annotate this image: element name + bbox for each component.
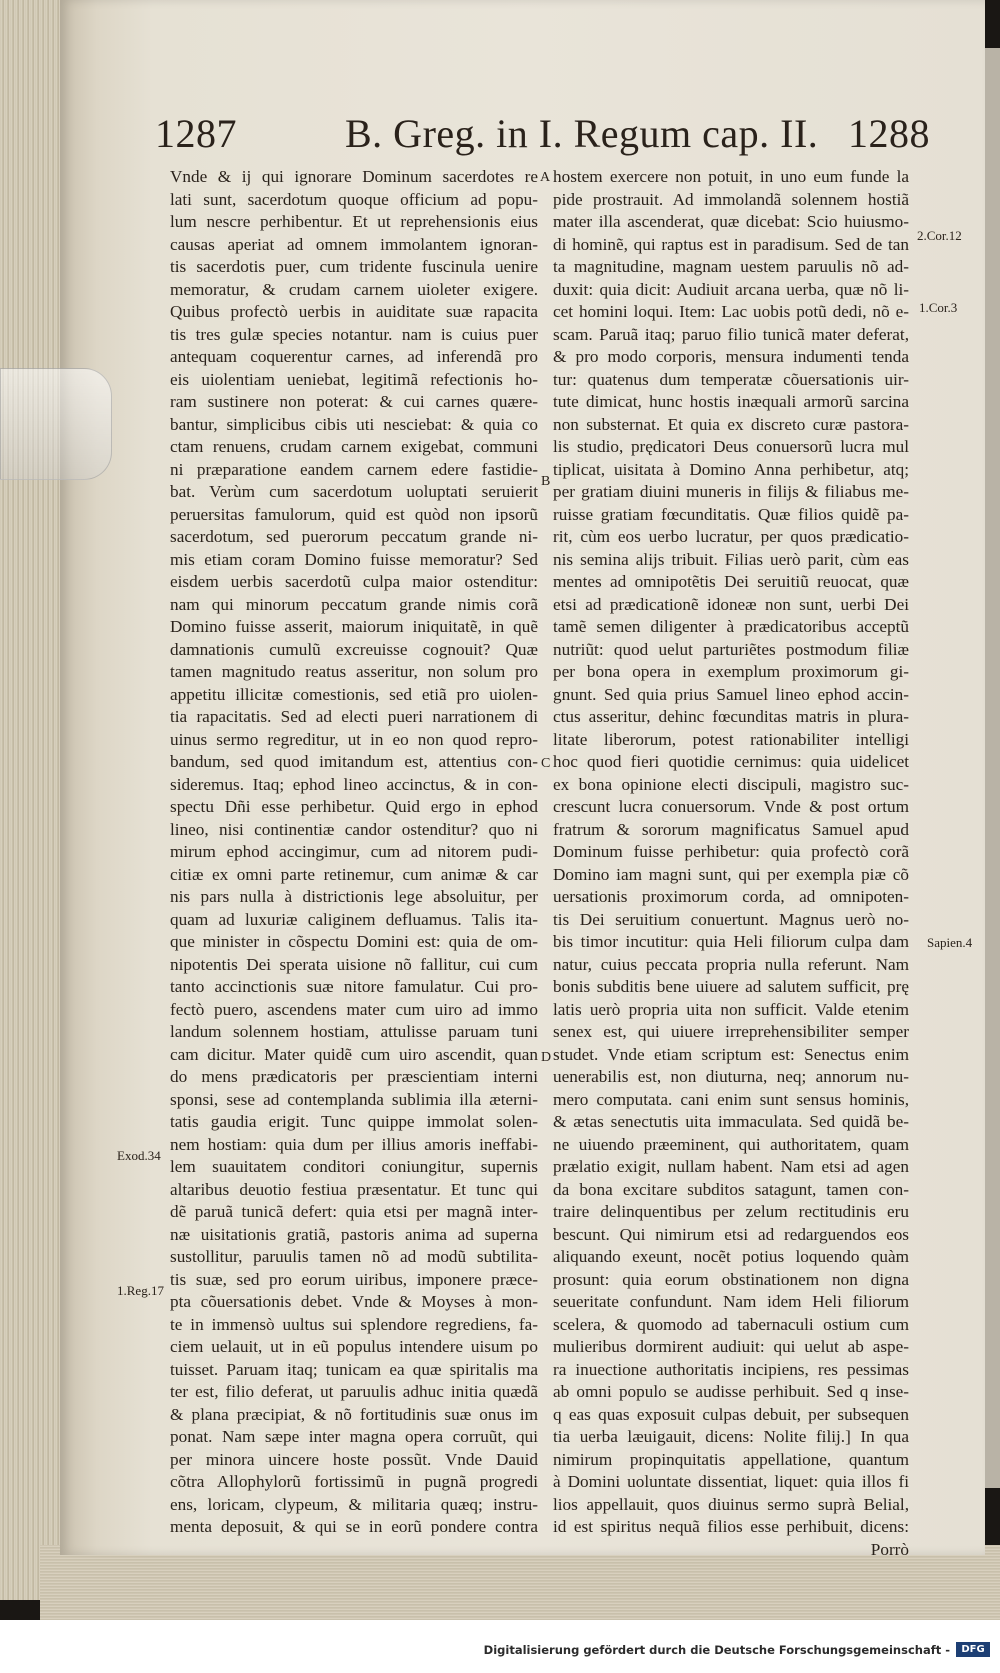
right-column-line: tia uerba læuigauit, dicens: Nolite filij.] In qua [553,1427,909,1446]
footer-bar [0,1620,1000,1673]
left-column-line: nipotentis Dei sperata uisione nõ fallitur, cui cum [170,954,538,974]
running-title: B. Greg. in I. Regum cap. II. [345,111,819,156]
left-column-line: tanto accinctionis suæ nitore famulatur. Cui pro- [170,977,538,996]
right-column-line: da bona excitare subditos satagunt, tamen con- [553,1179,909,1199]
section-letter-d: D [541,1050,552,1065]
left-column-line: sideremus. Itaq; ephod lineo accinctus, & in con- [170,774,538,794]
left-column-line: antequam coquerentur carnes, ad inferendã pro [170,347,538,366]
left-column-line: sacerdotum, sed puerorum peccatum grande ni- [170,527,538,546]
page-edge-right [985,48,1000,1488]
right-column-line: mulieribus dormirent audiuit: qui uelut ab aspe- [553,1337,909,1356]
right-column-line: prælatio exigit, nullam habent. Nam etsi ad agen [553,1157,909,1176]
left-column-line: tuisset. Paruam itaq; tunicam ea quæ spiritalis ma [170,1359,538,1379]
left-column-line: landum solennem hostiam, attulisse paruam tuni [170,1022,538,1041]
right-column-line: per gratiam diuini muneris in filijs & filiabus me- [553,482,909,501]
right-column-line: traire delinquentibus per zelum rectitudinis eru [553,1202,909,1221]
left-column-line: dẽ paruã tunicã defert: quia etsi per magnã inter- [170,1202,538,1221]
right-column-line: nutriũt: quod uelut parturiẽtes postmodum filiæ [553,639,909,659]
right-column-line: tamẽ semen diligenter à prædicatoribus acceptũ [553,617,909,636]
right-column-line: & ætas senectutis uita immaculata. Sed quidã be- [553,1112,909,1131]
margin-note-2cor12: 2.Cor.12 [917,228,962,243]
section-letter-a: A [540,170,551,185]
left-column-line: lineo, nisi continentiæ candor ostenditur? quo ni [170,819,538,839]
right-column-line: per bona opera in exemplum proximorum gi- [553,662,909,681]
left-column-line: Domino fuisse asserit, maiorum iniquitatẽ, in quẽ [170,617,538,636]
left-column-line: tis sacerdotis puer, cum tridente fuscinula uenire [170,257,538,276]
right-column-line: studet. Vnde etiam scriptum est: Senectus enim [553,1044,909,1064]
left-column-line: mis etiam coram Domino fuisse memoratur? Sed [170,549,538,569]
right-column-line: hoc quod fieri quotidie cernimus: quia uidelicet [553,752,909,771]
right-column-line: tis Dei seruitium conuertunt. Magnus uerò no- [553,909,909,929]
left-column-line: eisdem uerbis sacerdotũ culpa maior ostenditur: [170,572,538,591]
left-text-column [170,166,538,1539]
right-column-line: duxit: quia dicit: Audiuit arcana uerba, quæ nõ li- [553,279,909,299]
right-column-line: scam. Paruã itaq; paruo filio tunicã mater deferat, [553,324,909,344]
left-column-line: Vnde & ij qui ignorare Dominum sacerdotes re [170,167,538,186]
section-letter-c: C [541,756,551,771]
right-column-line: mentes ad omnipotẽtis Dei seruitiũ reuocat, quæ [553,572,909,591]
right-column-line: nis semina alijs tribuit. Filias uerò parit, cùm eas [553,549,909,569]
right-column-line: ne uiuendo præeminent, qui authoritatem, quam [553,1134,909,1154]
left-column-line: sponsi, sese ad contemplanda sublimia illa æterni- [170,1089,538,1109]
left-column-line: nis pars nulla à districtionis lege absoluitur, per [170,887,538,906]
right-column-line: lis studio, prędicatori Deus conuersorũ lucra mul [553,437,909,456]
left-column-line: ni præparatione eandem carnem edere fastidie- [170,459,538,479]
left-column-line: lum nescre perhibentur. Et ut reprehensionis eius [170,212,538,231]
right-column-line: hostem exercere non potuit, in uno eum funde la [553,167,909,186]
margin-note-1cor3: 1.Cor.3 [919,300,958,315]
left-column-line: ens, loricam, clypeum, & militaria quæq; instru- [170,1494,538,1514]
right-column-line: prosunt: quia eorum obstinationem non digna [553,1269,909,1289]
right-column-line: tur: quatenus dum temperatæ cõuersationis uir- [553,369,909,389]
right-column-line: à Domini uoluntate dissentiat, liquet: quia illos fi [553,1472,909,1491]
left-column-line: tis tres gulæ species notantur. nam is cuius puer [170,324,538,344]
right-column-line: litate liberorum, potest rationabiliter intelligi [553,729,909,749]
right-column-line: bescunt. Qui nimirum etsi ad redarguendos eos [553,1224,909,1244]
right-column-line: seueritate confundunt. Nam idem Heli filiorum [553,1292,909,1311]
left-column-line: causas aperiat ad omnem immolantem ignoran- [170,234,538,254]
right-column-line: Domino iam magni sunt, qui per exempla piæ cõ [553,864,909,884]
right-column-line: ctus asseritur, dehinc fœcunditas matris in plura- [553,707,909,726]
right-column-line: bis timor incutitur: quia Heli filiorum culpa dam [553,932,909,951]
left-column-line: tis suæ, sed pro eorum uiribus, imponere præce- [170,1269,538,1289]
right-column-line: id est spiritus nequã filios esse perhibuit, dicens: [553,1517,909,1536]
catchword: Porrò [870,1539,909,1559]
left-column-line: ctam renuens, crudam carnem exigebat, communi [170,437,538,456]
right-column-line: Dominum fuisse perhibetur: quia profectò corã [553,842,909,861]
right-column-line: di hominẽ, qui raptus est in paradisum. Sed de tan [553,234,909,254]
left-column-line: ciem uelauit, ut in eũ populus intendere uisum po [170,1337,538,1356]
funding-credit: Digitalisierung gefördert durch die Deutsche Forschungsgemeinschaft - [483,1643,950,1657]
left-column-line: do mens prædicatoris per præscientiam interni [170,1067,538,1086]
right-column-line: crescunt lucra conuersorum. Vnde & post ortum [553,797,909,816]
left-column-line: cam dicitur. Mater quidẽ cum uiro ascendit, quan [170,1044,538,1064]
left-column-line: bantur, simplicibus cibis uti nesciebat: & quia co [170,414,538,434]
margin-note-sapien4: Sapien.4 [927,935,973,950]
left-column-line: peruersitas famulorum, quid est quòd non ipsorũ [170,504,538,524]
dfg-logo: DFG [956,1642,990,1657]
left-column-line: fectò puero, ascendens mater cum uiro ad immo [170,999,538,1019]
right-text-column [553,166,909,1561]
margin-note-exod34: Exod.34 [117,1148,161,1163]
right-column-line: mater illa ascenderat, quæ dicebat: Scio huiusmo- [553,212,909,231]
left-column-line: mirum ephod accingimur, cum ad nitorem pudi- [170,842,538,861]
left-column-line: nem hostiam: quia dum per illius amoris ineffabi- [170,1134,538,1154]
left-column-line: quam ad luxuriæ caliginem defluamus. Talis ita- [170,909,538,929]
right-column-line: gnunt. Sed quia prius Samuel lineo ephod accin- [553,684,909,704]
right-column-line: ruisse gratiam fœcunditatis. Quæ filios quidẽ pa- [553,504,909,524]
left-column-line: cõtra Allophylorũ fortissimũ in pugnã progredi [170,1472,538,1491]
left-column-line: & plana præcipiat, & nõ fortitudinis suæ onus im [170,1404,538,1424]
right-column-line: natur, cuius peccata propria nulla referunt. Nam [553,954,909,974]
right-column-line: uersationis proximorum corda, ad omnipoten- [553,887,909,906]
right-column-line: senex est, qui uiuere irreprehensibiliter semper [553,1022,909,1041]
left-column-line: sustollitur, paruulis tamen nõ ad modũ subtilita- [170,1247,538,1266]
right-column-line: ra inuectione authoritatis incipiens, res pessimas [553,1359,909,1379]
left-column-line: ponat. Nam sæpe inter magna opera corruũt, qui [170,1427,538,1446]
left-column-line: uinus sermo regreditur, ut in eo non quod repro- [170,729,538,749]
left-column-line: per minora uincere hoste possũt. Vnde Dauid [170,1449,538,1469]
right-column-line: ex bona opinione electi discipuli, magistro suc- [553,774,909,794]
right-column-line: mero computata. cani enim sunt sensus hominis, [553,1089,909,1109]
left-column-line: nam qui minorum peccatum grande nimis corã [170,594,538,614]
left-column-line: menta deposuit, & qui se in eorũ pondere contra [170,1517,538,1536]
left-column-line: que minister in cõspectu Domini est: quia de om- [170,932,538,951]
right-column-line: ta magnitudine, magnam uestem paruulis nõ ad- [553,257,909,276]
right-column-line: fratrum & sororum magnificatus Samuel apud [553,819,909,839]
right-column-line: rit, cùm eos uerbo lucratur, per quos prædicatio- [553,527,909,546]
left-column-line: appetitu illicitæ comestionis, sed etiã pro uiolen- [170,684,538,704]
right-column-line: ab omni populo se audisse perhibuit. Sed q inse- [553,1382,909,1401]
left-column-line: lem suauitatem conditori coniungitur, supernis [170,1157,538,1176]
right-column-line: pide prostrauit. Ad immolandã solennem hostiã [553,189,909,209]
left-column-line: ter est, filio deferat, ut paruulis adhuc initia quædã [170,1382,538,1401]
right-column-line: tiplicat, uisitata à Domino Anna perhibetur, atq; [553,459,909,479]
left-column-line: memoratur, & crudam carnem uioleter exigere. [170,279,538,299]
right-column-line: latis uerò propria uita non sufficit. Valde etenim [553,999,909,1019]
left-column-line: lati sunt, sacerdotum quoque officium ad popu- [170,189,538,209]
right-column-line: q eas quas exposuit culpas debuit, per subsequen [553,1404,909,1424]
left-column-line: eis uiolentiam ueniebat, legitimã refectionis ho- [170,369,538,389]
margin-note-1reg17: 1.Reg.17 [117,1283,164,1298]
left-column-line: tatis gaudia erigit. Tunc quippe immolat solen- [170,1112,538,1131]
right-column-line: uenerabilis est, non diuturna, neq; annorum nu- [553,1067,909,1086]
right-column-line: lios appellauit, quos diuinus sermo suprà Belial, [553,1494,909,1514]
left-column-line: tamen magnitudo reatus asseritur, non solum pro [170,662,538,681]
right-column-line: tute dimicat, hunc hostis inæquali armorũ sarcina [553,392,909,411]
right-column-line: non substernat. Et quia ex discreto curæ pastora- [553,414,909,434]
left-column-line: altaribus deuotio festiua præsentatur. Et tunc qui [170,1179,538,1199]
left-column-line: bat. Verùm cum sacerdotum uoluptati seruierit [170,482,538,501]
section-letter-b: B [541,474,551,489]
left-column-line: næ uisitationis gratiã, pastoris anima ad superna [170,1224,538,1244]
left-column-line: citiæ ex omni parte retinemur, cum animæ & car [170,864,538,884]
left-column-line: bandum, sed quod imitandum est, attentius con- [170,752,538,771]
left-column-line: spectu Dñi esse perhibetur. Quid ergo in ephod [170,797,538,816]
right-column-line: aliquando exeunt, nocẽt potius loquendo quàm [553,1247,909,1266]
left-page-number: 1287 [155,111,237,156]
left-column-line: pta cõuersationis debet. Vnde & Moyses à mon- [170,1292,538,1311]
page-clip [0,368,112,480]
right-column-line: & pro modo corporis, mensura indumenti tenda [553,347,909,366]
right-page-number: 1288 [848,111,930,156]
left-column-line: Quibus profectò uerbis in auiditate suæ rapacita [170,302,538,321]
right-column-line: bonis subditis bene uiuere ad salutem sufficit, prę [553,977,909,996]
right-column-line: etsi ad prædicationẽ idoneæ non sunt, uerbi Dei [553,594,909,614]
left-column-line: te in immensò uultus sui splendore regrediens, fa- [170,1314,538,1334]
left-column-line: ram sustinere non poterat: & cui carnes quære- [170,392,538,411]
right-column-line: cet homini loqui. Item: Lac uobis potũ dedi, nõ e- [553,302,909,321]
left-column-line: tia rapacitatis. Sed ad electi pueri narrationem di [170,707,538,726]
right-column-line: scelera, & quomodo ad tabernaculi ostium cum [553,1314,909,1334]
right-column-line: nimirum propinquitatis appellatione, quantum [553,1449,909,1469]
left-column-line: damnationis cumulũ excreuisse cognouit? Quæ [170,639,538,659]
